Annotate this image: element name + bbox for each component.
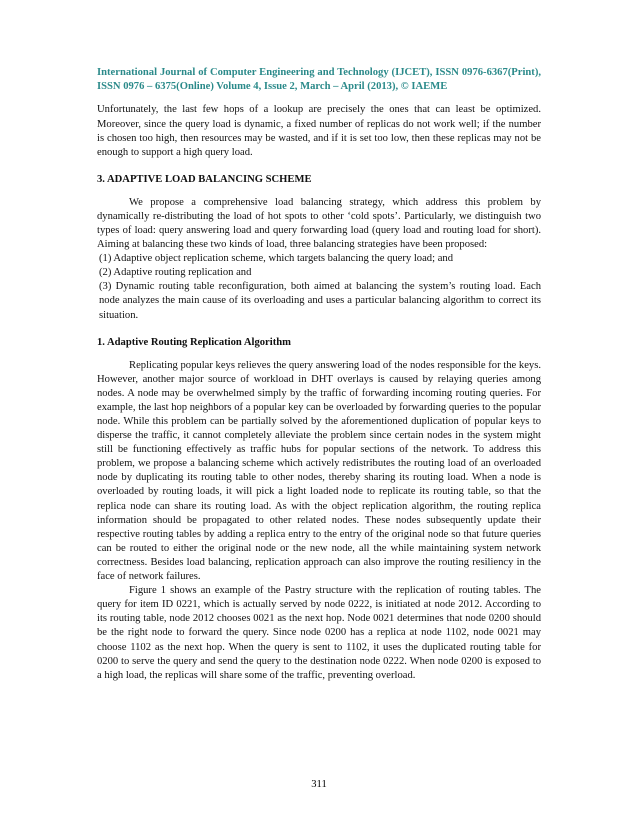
list-item-2: (2) Adaptive routing replication and [99,267,252,279]
subsection-1-paragraph-1: Replicating popular keys relieves the query answering load of the nodes responsible for the keys. However, another major source of workload in DHT overlays is caused by relaying queries among nodes. A node may be overwhelmed simply by the traffic of forwarding incoming routing queries. For example, the last hop neighbors of a popular key can be overloaded by forwarding queries to the popular node. While this problem can be partially solved by the aforementioned duplication of popular keys to disperse the traffic, it cannot completely alleviate the problem since certain nodes in the system might still be functioning effectively as traffic hubs for popular sections of the network. To address this problem, we propose a balancing scheme which actively redistributes the routing load of an overloaded node by duplicating its routing table to other nodes, thereby sharing its routing load. When a node is overloaded by routing loads, it will pick a light loaded node to replicate its routing table, so that the replica node can share its routing load. As with the object replication algorithm, the routing replica information should be propagated to other related nodes. These nodes subsequently update their respective routing tables by adding a replica entry to the entry of the original node so that future queries can be routed to either the original node or the new node, all the while maintaining system network correctness. Besides load balancing, replication approach can also improve the routing resiliency in the face of network failures. [97,359,541,583]
intro-paragraph: Unfortunately, the last few hops of a lookup are precisely the ones that can least be optimized. Moreover, since the query load is dynamic, a fixed number of replicas do not work well; if the number is chosen too high, then resources may be wasted, and if it is set too low, then these replicas may not be enough to support a high query load. [97,104,541,158]
list-item-3: (3) Dynamic routing table reconfiguration, both aimed at balancing the system’s routing load. Each node analyzes the main cause of its overloading and uses a particular balancing algorithm to correct its situation. [99,281,541,321]
journal-header: International Journal of Computer Engineering and Technology (IJCET), ISSN 0976-6367(Print), ISSN 0976 – 6375(Online) Volume 4, Issue 2, March – April (2013), © IAEME [97,67,541,93]
section-3-heading: 3. ADAPTIVE LOAD BALANCING SCHEME [97,173,312,185]
page-number: 311 [311,779,327,790]
subsection-1-paragraph-2: Figure 1 shows an example of the Pastry structure with the replication of routing tables. The query for item ID 0221, which is actually served by node 0222, is initiated at node 2012. According to its routing table, node 2012 chooses 0021 as the next hop. Node 0021 determines that node 0200 should be the right node to forward the query. Since node 0200 has a replica at node 1102, node 0021 may choose 1102 as the next hop. When the query is sent to 1102, it uses the duplicated routing table for 0200 to serve the query and send the query to the destination node 0222. When node 0200 is exposed to a high load, the replicas will share some of the traffic, preventing overload. [97,585,541,681]
list-item-1: (1) Adaptive object replication scheme, which targets balancing the query load; and [99,253,453,265]
subsection-1-heading: 1. Adaptive Routing Replication Algorithm [97,336,291,348]
section-3-paragraph: We propose a comprehensive load balancing strategy, which address this problem by dynamically re-distributing the load of hot spots to other ‘cold spots’. Particularly, we distinguish two types of load: query answering load and query forwarding load (query load and routing load for short). Aiming at balancing these two kinds of load, three balancing strategies have been proposed: [97,196,541,251]
